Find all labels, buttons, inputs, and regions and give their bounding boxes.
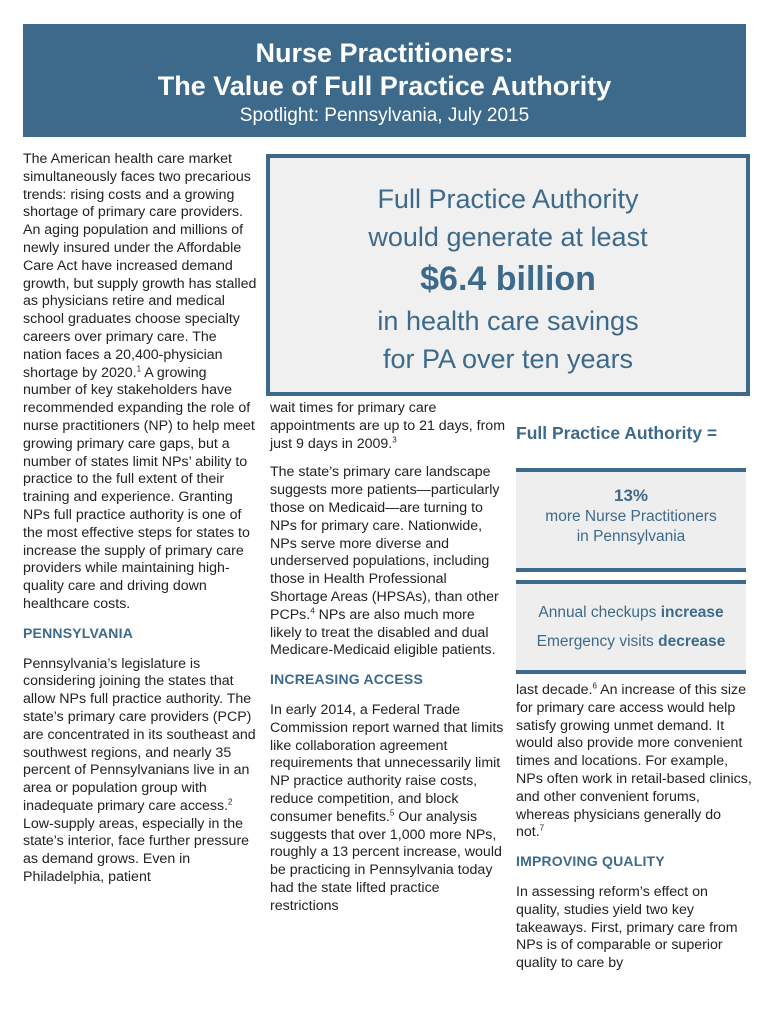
section-heading-pennsylvania: PENNSYLVANIA — [23, 624, 134, 641]
title-line-1: Nurse Practitioners: — [255, 38, 514, 68]
stat-line-1: more Nurse Practitioners — [545, 508, 717, 525]
checkups-row: Annual checkups increase — [538, 604, 724, 621]
callout-amount: $6.4 billion — [420, 260, 596, 298]
section-heading-increasing-access: INCREASING ACCESS — [270, 671, 424, 688]
subtitle: Spotlight: Pennsylvania, July 2015 — [239, 105, 530, 126]
intro-paragraph: The American health care market simultaneously faces two precarious trends: rising costs and a growing shortage of primary care providers. An aging population and millions of newly insured under the Affordable Care Act have increased demand growth, but supply growth has stalled as physicians retire and medical school graduates choose specialty careers over primary care. The nation faces a 20,400-physician shortage by 2020.$^1$ A growing number of key stakeholders have recommended expanding the role of nurse practitioners (NP) to help meet growing primary care gaps, but a number of states limit NPs’ ability to practice to the full extent of their training and experience. Granting NPs full practice authority is one of the most effective steps for states to increase the supply of primary care providers while maintaining high-quality care and driving down healthcare costs. — [23, 151, 257, 612]
outcomes-box — [516, 580, 746, 674]
quality-paragraph: In assessing reform’s effect on quality, studies yield two key takeaways. First, primary care from NPs is of comparable or superior quality to care by — [516, 883, 738, 972]
column-2 — [270, 400, 506, 927]
sidebar-title: Full Practice Authority = — [516, 423, 718, 443]
callout-line-4: for PA over ten years — [382, 344, 634, 374]
callout-line-2: would generate at least — [368, 222, 648, 252]
callout-line-1: Full Practice Authority — [377, 184, 639, 214]
column-1 — [23, 151, 257, 898]
wait-times-paragraph: wait times for primary care appointments are up to 21 days, from just 9 days in 2009.$^3$ — [270, 400, 506, 452]
access-paragraph: In early 2014, a Federal Trade Commission report warned that limits like collaboration agreement requirements that unnecessarily limit NP practice authority raise costs, reduce competition, and block consumer benefits.$^5$ Our analysis suggests that over 1,000 more NPs, roughly a 13 percent increase, would be practicing in Pennsylvania today had the state lifted practice restrictions — [270, 701, 504, 914]
landscape-paragraph: The state’s primary care landscape suggests more patients—particularly those on Medicaid—are turning to NPs for primary care. Nationwide, NPs serve more diverse and underserved populations, including those in Health Professional Shortage Areas (HPSAs), than other PCPs.$^4$ NPs are also much more likely to treat the disabled and dual Medicare-Medicaid eligible patients. — [270, 464, 500, 659]
pennsylvania-paragraph: Pennsylvania’s legislature is considering joining the states that allow NPs full practice authority. The state’s primary care providers (PCP) are concentrated in its southeast and southwest regions, and nearly 35 percent of Pennsylvanians live in an area or population group with inadequate primary care access.$^2$ Low-supply areas, especially in the state’s interior, face further pressure as demand grows. Even in Philadelphia, patient — [23, 655, 256, 886]
savings-callout — [266, 154, 750, 396]
stat-percent: 13% — [613, 486, 649, 505]
demand-paragraph: last decade.$^6$ An increase of this size for primary care access would help satisfy growing unmet demand. It would also provide more convenient times and locations. For example, NPs often work in retail-based clinics, and other convenient forums, whereas physicians generally do not.$^7$ — [516, 681, 752, 841]
column-3 — [516, 682, 752, 984]
stat-line-2: in Pennsylvania — [576, 528, 686, 545]
emergency-row: Emergency visits decrease — [536, 633, 726, 650]
nurse-practitioner-stat-box — [516, 468, 746, 572]
title-line-2: The Value of Full Practice Authority — [157, 71, 612, 101]
callout-line-3: in health care savings — [377, 306, 639, 336]
title-banner — [23, 24, 746, 137]
section-heading-improving-quality: IMPROVING QUALITY — [516, 853, 665, 870]
